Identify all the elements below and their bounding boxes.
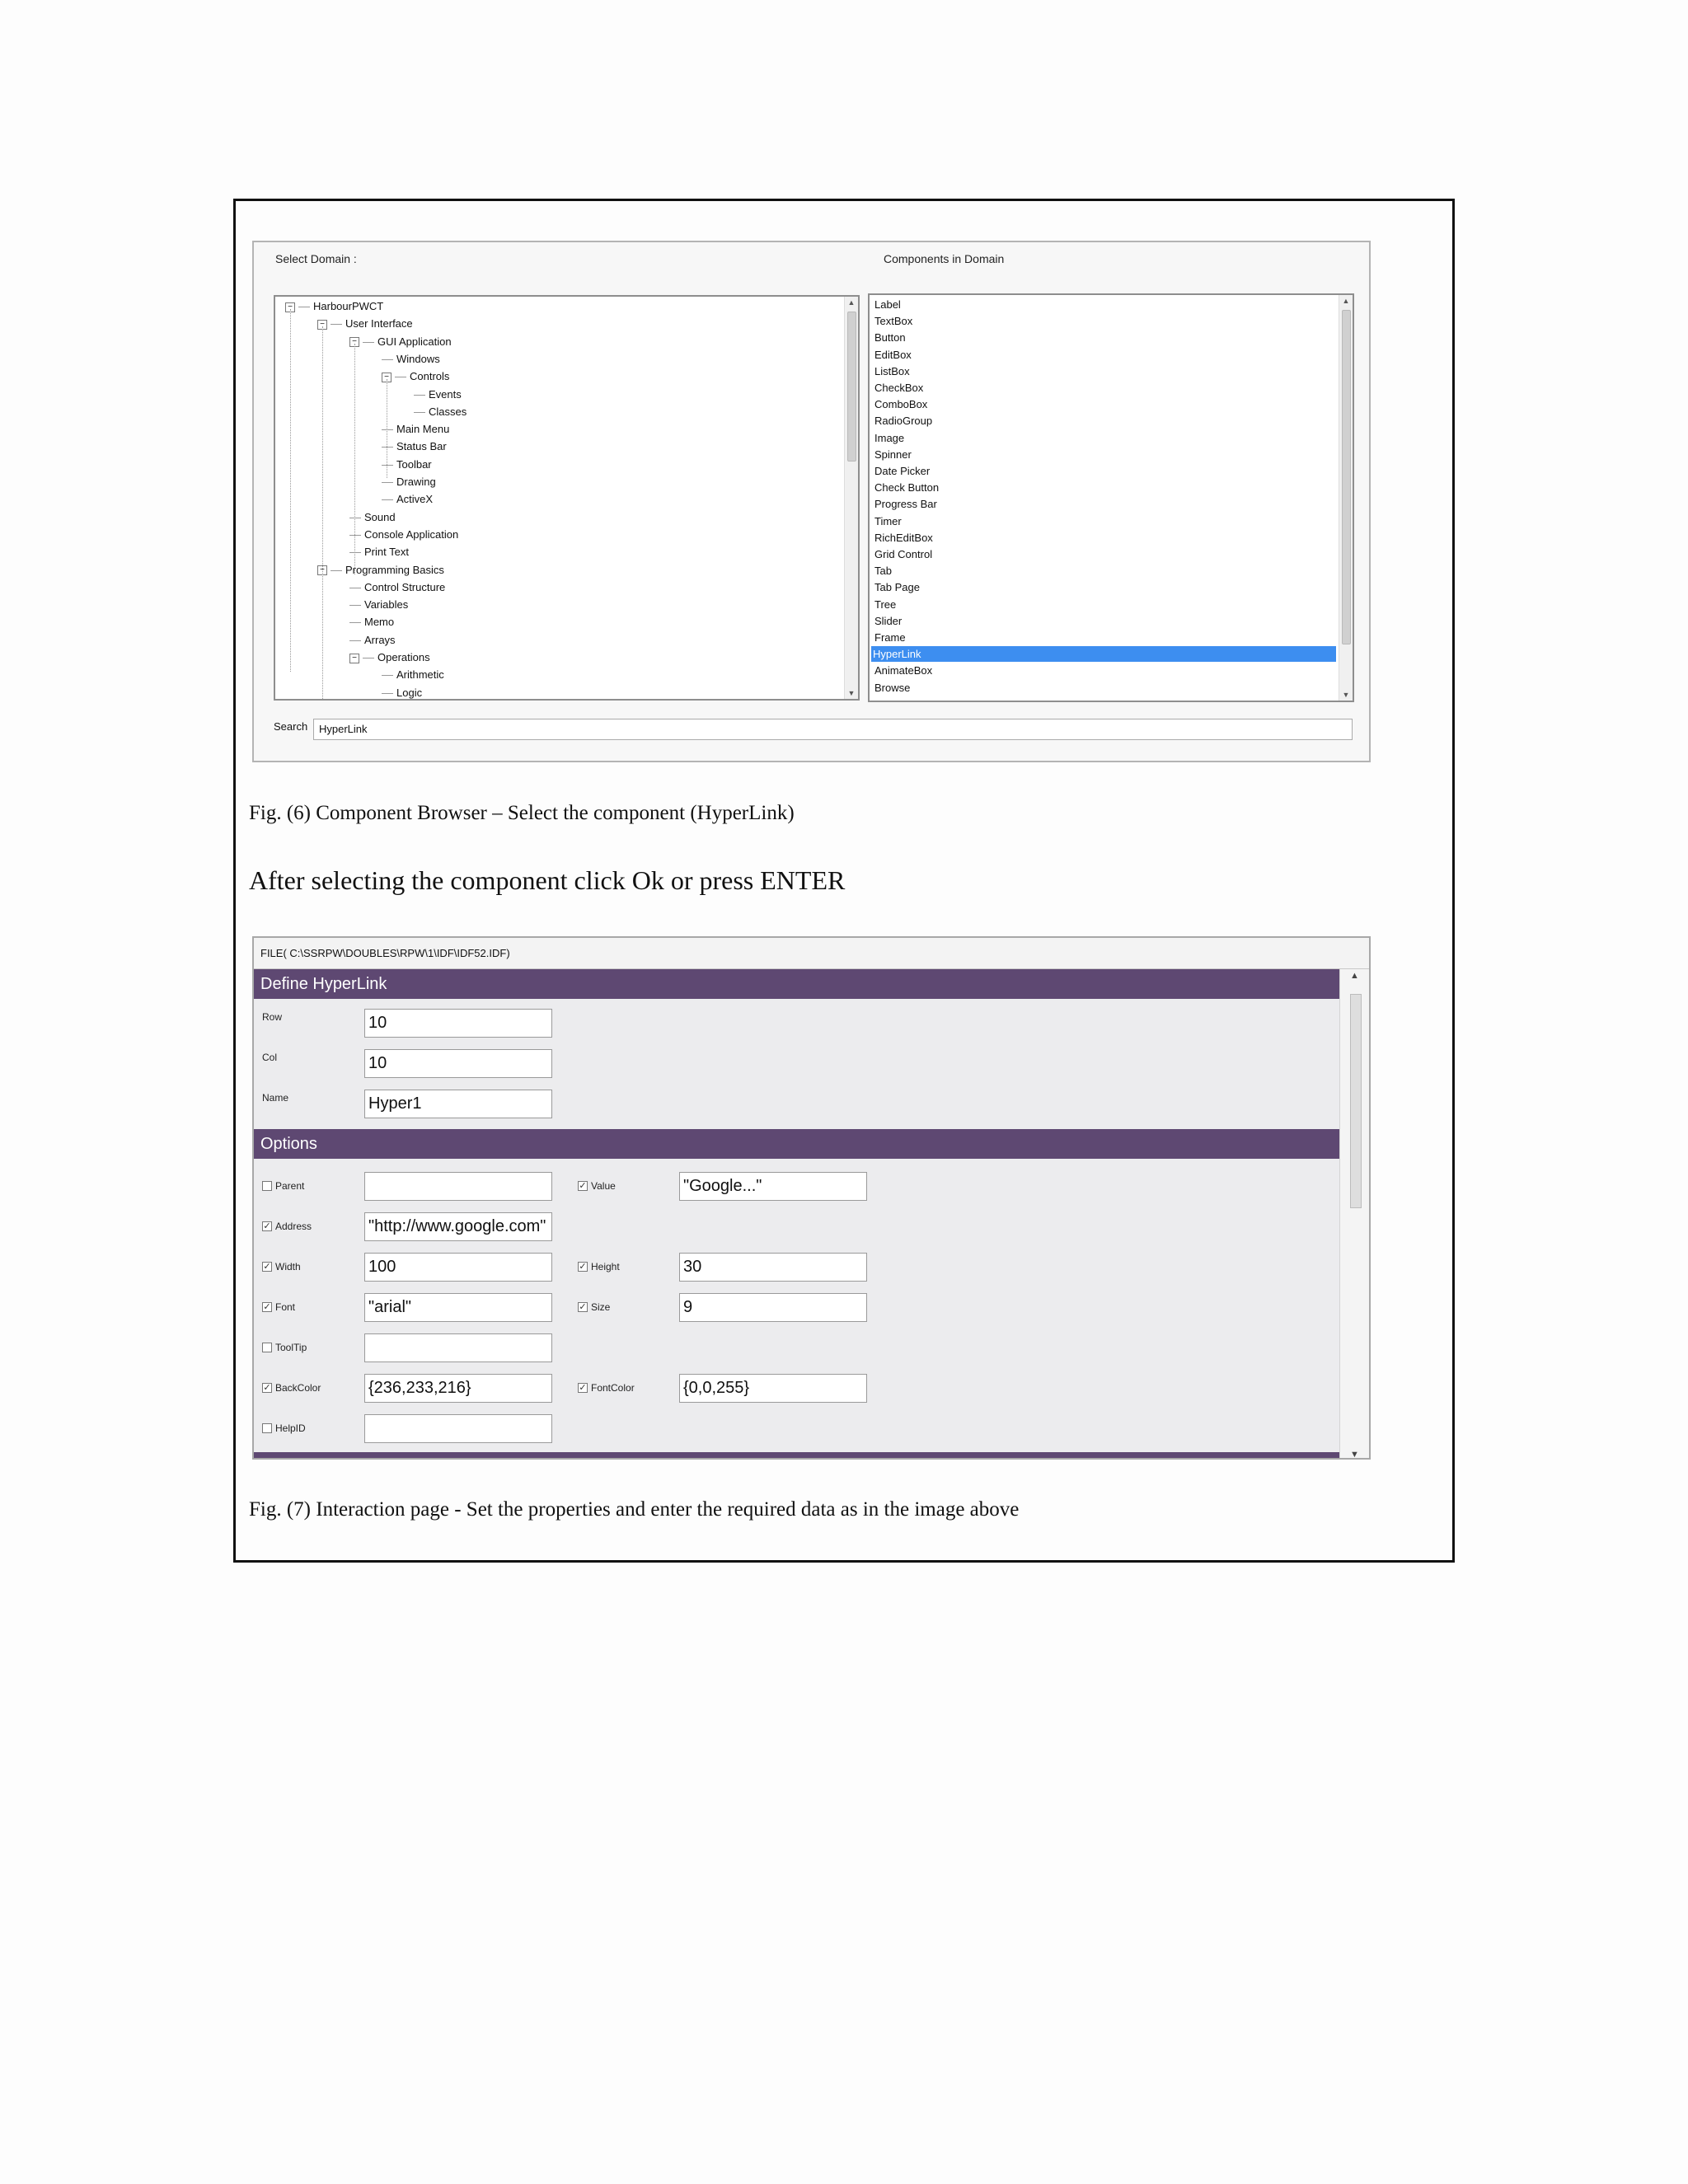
- value-label: Value: [591, 1180, 616, 1192]
- interaction-page: [252, 936, 1371, 1460]
- tree-node[interactable]: [349, 598, 408, 612]
- list-item[interactable]: Tab Page: [874, 581, 920, 594]
- helpid-field[interactable]: [364, 1414, 552, 1443]
- tree-node-label: Print Text: [364, 546, 409, 559]
- tree-node[interactable]: [317, 316, 413, 331]
- font-field[interactable]: "arial": [364, 1293, 552, 1322]
- tree-node[interactable]: [414, 387, 462, 402]
- list-item[interactable]: TextBox: [874, 315, 913, 328]
- tree-node[interactable]: [382, 457, 432, 472]
- tree-node-label: Drawing: [396, 476, 436, 488]
- fontcolor-label: FontColor: [591, 1382, 635, 1394]
- tree-node-label: Console Application: [364, 527, 459, 541]
- tree-node[interactable]: [317, 563, 444, 578]
- fontcolor-field[interactable]: {0,0,255}: [679, 1374, 867, 1403]
- list-item[interactable]: Grid Control: [874, 548, 933, 560]
- list-item[interactable]: Date Picker: [874, 465, 931, 477]
- tree-node-label: Sound: [364, 510, 396, 523]
- scroll-up-icon[interactable]: ▲: [847, 298, 856, 307]
- components-list[interactable]: [868, 293, 1354, 702]
- tree-node[interactable]: [349, 615, 394, 630]
- list-item[interactable]: ListBox: [874, 364, 910, 377]
- tree-node[interactable]: [382, 369, 449, 384]
- tree-node[interactable]: [349, 335, 452, 349]
- col-label: Col: [262, 1052, 278, 1063]
- list-item[interactable]: Progress Bar: [874, 498, 937, 511]
- tree-scrollbar[interactable]: [844, 297, 858, 699]
- value-field[interactable]: "Google...": [679, 1172, 867, 1201]
- list-item[interactable]: Spinner: [874, 448, 912, 461]
- tree-node[interactable]: [349, 580, 445, 595]
- tree-node[interactable]: [349, 510, 396, 525]
- search-input[interactable]: HyperLink: [313, 719, 1353, 740]
- row-label: Row: [262, 1011, 283, 1023]
- row-field[interactable]: 10: [364, 1009, 552, 1038]
- instruction-text: After selecting the component click Ok or press ENTER: [249, 865, 846, 895]
- components-label: Components in Domain: [884, 252, 1005, 265]
- list-item[interactable]: Browse: [874, 681, 911, 694]
- width-field[interactable]: 100: [364, 1253, 552, 1282]
- list-item[interactable]: Image: [874, 431, 905, 444]
- scroll-thumb[interactable]: [847, 312, 856, 462]
- list-item[interactable]: CheckBox: [874, 382, 924, 394]
- collapse-icon[interactable]: −: [382, 373, 392, 382]
- list-item[interactable]: Button: [874, 331, 906, 344]
- tree-node[interactable]: [349, 527, 458, 542]
- tree-node[interactable]: [349, 545, 409, 560]
- backcolor-field[interactable]: {236,233,216}: [364, 1374, 552, 1403]
- parent-field[interactable]: [364, 1172, 552, 1201]
- collapse-icon[interactable]: −: [349, 337, 359, 347]
- height-checkbox[interactable]: ✓: [579, 1262, 587, 1272]
- list-item[interactable]: RadioGroup: [874, 415, 933, 428]
- tree-node-label: Toolbar: [396, 457, 432, 471]
- tree-node-label: Events: [429, 387, 462, 401]
- name-field[interactable]: Hyper1: [364, 1090, 552, 1118]
- scroll-down-icon[interactable]: ▼: [1350, 1450, 1359, 1460]
- tree-node[interactable]: [349, 633, 396, 648]
- name-label: Name: [262, 1092, 289, 1104]
- size-checkbox[interactable]: ✓: [579, 1302, 587, 1312]
- tree-node-label: Arithmetic: [396, 668, 444, 682]
- tree-node[interactable]: [285, 299, 383, 314]
- tree-node-label: Logic: [396, 686, 423, 699]
- tooltip-checkbox[interactable]: [262, 1343, 272, 1352]
- height-field[interactable]: 30: [679, 1253, 867, 1282]
- size-label: Size: [591, 1301, 611, 1313]
- scroll-up-icon[interactable]: ▲: [1342, 297, 1350, 305]
- height-label: Height: [591, 1261, 620, 1272]
- tree-node-label: Control Structure: [364, 580, 446, 593]
- width-label: Width: [275, 1261, 301, 1272]
- tree-node-label: Operations: [377, 651, 430, 663]
- file-path: FILE( C:\SSRPW\DOUBLES\RPW\1\IDF\IDF52.IDF): [254, 938, 1369, 969]
- domain-tree[interactable]: [274, 295, 860, 701]
- value-checkbox[interactable]: ✓: [579, 1181, 587, 1191]
- select-domain-label: Select Domain :: [275, 252, 357, 265]
- list-item[interactable]: Tree: [874, 598, 897, 611]
- address-checkbox[interactable]: ✓: [263, 1221, 271, 1231]
- tooltip-field[interactable]: [364, 1333, 552, 1362]
- width-checkbox[interactable]: ✓: [263, 1262, 271, 1272]
- tree-node-label: HarbourPWCT: [313, 300, 384, 312]
- search-label: Search: [274, 720, 308, 733]
- font-checkbox[interactable]: ✓: [263, 1302, 271, 1312]
- section-next: [254, 1452, 1340, 1460]
- parent-label: Parent: [275, 1180, 305, 1192]
- tree-node[interactable]: [382, 475, 436, 490]
- address-field[interactable]: "http://www.google.com": [364, 1212, 552, 1241]
- page-scrollbar[interactable]: [1339, 969, 1369, 1460]
- tree-node-label: Status Bar: [396, 440, 447, 453]
- list-item[interactable]: HyperLink: [871, 646, 1336, 662]
- parent-checkbox[interactable]: [262, 1181, 272, 1191]
- tree-node-label: Programming Basics: [345, 563, 444, 576]
- scroll-thumb[interactable]: [1342, 310, 1351, 644]
- list-item[interactable]: AnimateBox: [874, 664, 933, 677]
- list-item[interactable]: Timer: [874, 514, 902, 527]
- list-item[interactable]: Label: [874, 298, 901, 311]
- tree-node[interactable]: [382, 422, 449, 437]
- scroll-down-icon[interactable]: ▼: [1342, 691, 1350, 699]
- font-label: Font: [275, 1301, 296, 1313]
- tree-node-label: Memo: [364, 616, 395, 629]
- tree-node-label: Classes: [429, 405, 467, 418]
- tree-node-label: Arrays: [364, 633, 396, 646]
- tree-node[interactable]: [382, 352, 440, 367]
- backcolor-checkbox[interactable]: ✓: [263, 1383, 271, 1393]
- tree-node-label: GUI Application: [377, 335, 452, 348]
- tree-node-label: ActiveX: [396, 493, 434, 506]
- helpid-label: HelpID: [275, 1422, 306, 1434]
- list-item[interactable]: ComboBox: [874, 398, 928, 411]
- tree-node-label: Variables: [364, 598, 409, 612]
- tree-node-label: Controls: [410, 370, 450, 383]
- address-label: Address: [275, 1221, 312, 1232]
- collapse-icon[interactable]: −: [285, 302, 295, 312]
- list-scrollbar[interactable]: [1339, 295, 1353, 701]
- tree-node[interactable]: [382, 668, 444, 682]
- tree-node[interactable]: [349, 650, 430, 665]
- tooltip-label: ToolTip: [275, 1342, 307, 1353]
- collapse-icon[interactable]: −: [317, 565, 327, 575]
- section-options: Options: [254, 1129, 1340, 1159]
- list-item[interactable]: EditBox: [874, 348, 912, 361]
- tree-node[interactable]: [382, 439, 447, 454]
- helpid-checkbox[interactable]: [262, 1423, 272, 1433]
- scroll-down-icon[interactable]: ▼: [847, 689, 856, 697]
- tree-node[interactable]: [382, 686, 422, 701]
- tree-node-label: User Interface: [345, 317, 413, 330]
- collapse-icon[interactable]: −: [317, 320, 327, 330]
- section-define-hyperlink: Define HyperLink: [254, 969, 1340, 999]
- collapse-icon[interactable]: −: [349, 654, 359, 663]
- size-field[interactable]: 9: [679, 1293, 867, 1322]
- col-field[interactable]: 10: [364, 1049, 552, 1078]
- backcolor-label: BackColor: [275, 1382, 321, 1394]
- tree-node-label: Windows: [396, 352, 440, 365]
- component-browser: [252, 241, 1371, 762]
- scroll-up-icon[interactable]: ▲: [1350, 971, 1359, 981]
- tree-node[interactable]: [414, 405, 467, 419]
- figure-6-caption: Fig. (6) Component Browser – Select the component (HyperLink): [249, 802, 795, 824]
- tree-node[interactable]: [382, 492, 433, 507]
- list-item[interactable]: Frame: [874, 631, 906, 644]
- list-item[interactable]: Check Button: [874, 481, 940, 494]
- tree-node-label: Main Menu: [396, 423, 450, 436]
- figure-7-caption: Fig. (7) Interaction page - Set the properties and enter the required data as in the image above: [249, 1498, 1020, 1521]
- scroll-thumb[interactable]: [1350, 994, 1362, 1208]
- list-item[interactable]: RichEditBox: [874, 531, 933, 544]
- list-item[interactable]: Tab: [874, 565, 892, 578]
- fontcolor-checkbox[interactable]: ✓: [579, 1383, 587, 1393]
- list-item[interactable]: Slider: [874, 614, 903, 627]
